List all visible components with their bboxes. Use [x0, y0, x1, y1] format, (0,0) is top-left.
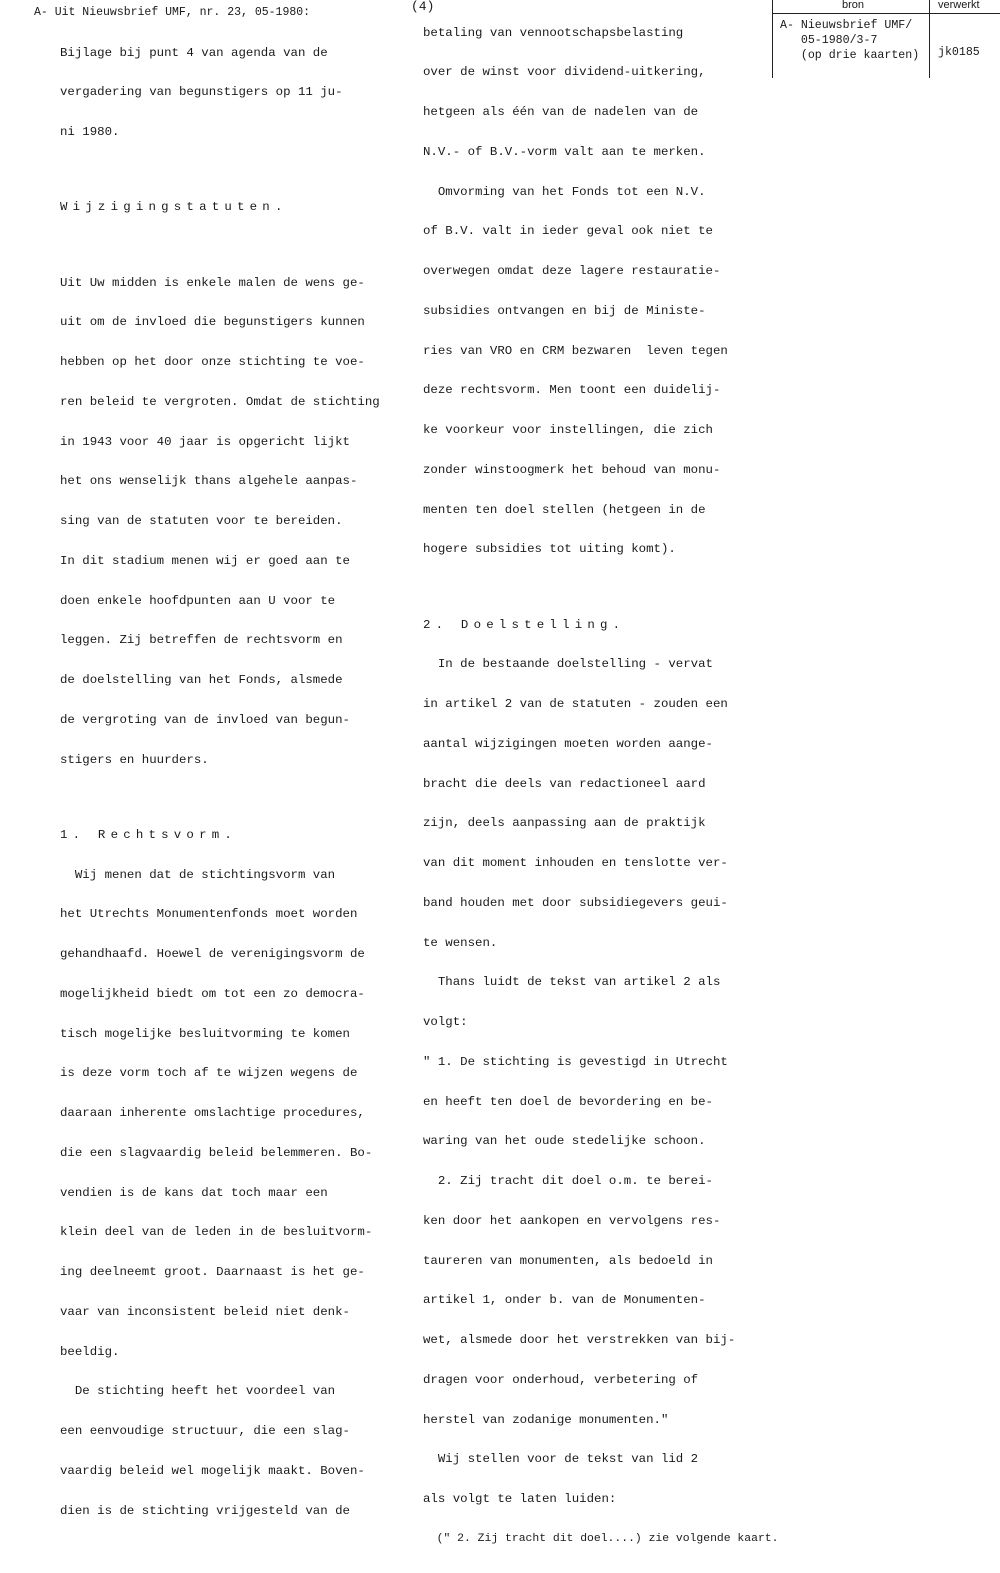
text-line: vergadering van begunstigers op 11 ju-: [60, 85, 343, 100]
text-line: over de winst voor dividend-uitkering,: [423, 65, 706, 80]
text-line: hogere subsidies tot uiting komt).: [423, 542, 676, 557]
text-line: betaling van vennootschapsbelasting: [423, 25, 684, 40]
text-line: Thans luidt de tekst van artikel 2 als: [423, 975, 721, 990]
text-line: sing van de statuten voor te bereiden.: [60, 514, 343, 528]
text-line: " 1. De stichting is gevestigd in Utrecht: [423, 1054, 728, 1069]
text-line: als volgt te laten luiden:: [423, 1492, 617, 1506]
text-line: herstel van zodanige monumenten.": [423, 1412, 669, 1427]
text-line: tisch mogelijke besluitvorming te komen: [60, 1026, 350, 1041]
text-line: overwegen omdat deze lagere restauratie-: [423, 264, 721, 278]
text-line: In de bestaande doelstelling - vervat: [423, 657, 713, 672]
text-line: ren beleid te vergroten. Omdat de stichting: [60, 394, 380, 409]
source-line: A- Nieuwsbrief UMF/: [780, 19, 913, 32]
text-line: Bijlage bij punt 4 van agenda van de: [60, 45, 328, 60]
source-line: 05-1980/3-7: [780, 34, 878, 47]
closing-line: (" 2. Zij tracht dit doel....) zie volgende kaart.: [423, 1532, 779, 1545]
section-heading: Wijzigingstatuten.: [60, 200, 288, 215]
column-header-verwerkt: verwerkt: [938, 0, 980, 11]
section-heading: 2. Doelstelling.: [423, 617, 626, 632]
text-line: stigers en huurders.: [60, 752, 209, 767]
text-line: hebben op het door onze stichting te voe-: [60, 355, 365, 369]
text-line: is deze vorm toch af te wijzen wegens de: [60, 1066, 358, 1081]
text-line: zonder winstoogmerk het behoud van monu-: [423, 462, 721, 477]
column-header-bron: bron: [842, 0, 865, 11]
text-line: hetgeen als één van de nadelen van de: [423, 105, 699, 119]
text-line: ken door het aankopen en vervolgens res-: [423, 1213, 721, 1228]
text-line: vaardig beleid wel mogelijk maakt. Boven-: [60, 1463, 365, 1478]
text-line: taureren van monumenten, als bedoeld in: [423, 1253, 713, 1268]
text-line: de vergroting van de invloed van begun-: [60, 712, 350, 727]
text-line: en heeft ten doel de bevordering en be-: [423, 1094, 713, 1109]
text-line: gehandhaafd. Hoewel de verenigingsvorm de: [60, 947, 365, 961]
text-line: vaar van inconsistent beleid niet denk-: [60, 1304, 350, 1319]
text-line: De stichting heeft het voordeel van: [60, 1384, 336, 1399]
page-number: (4): [411, 0, 435, 14]
processed-code: jk0185: [938, 46, 980, 59]
text-line: band houden met door subsidiegevers geui-: [423, 895, 728, 910]
text-line: het ons wenselijk thans algehele aanpas-: [60, 474, 358, 489]
text-line: Wij stellen voor de tekst van lid 2: [423, 1452, 699, 1467]
text-line: van dit moment inhouden en tenslotte ver-: [423, 856, 728, 870]
text-line: bracht die deels van redactioneel aard: [423, 776, 706, 791]
text-line: waring van het oude stedelijke schoon.: [423, 1134, 706, 1149]
text-line: N.V.- of B.V.-vorm valt aan te merken.: [423, 144, 706, 159]
left-column: [60, 20, 380, 1544]
text-line: In dit stadium menen wij er goed aan te: [60, 553, 350, 568]
right-column: [423, 0, 778, 1573]
box-divider-mid: [929, 0, 930, 78]
text-line: doen enkele hoofdpunten aan U voor te: [60, 593, 336, 608]
text-line: in artikel 2 van de statuten - zouden een: [423, 697, 728, 711]
text-line: vendien is de kans dat toch maar een: [60, 1185, 328, 1200]
text-line: te wensen.: [423, 935, 498, 950]
text-line: die een slagvaardig beleid belemmeren. Bo-: [60, 1145, 373, 1160]
index-card-source: [780, 18, 919, 63]
index-card-box: [772, 0, 1000, 78]
source-reference: A- Uit Nieuwsbrief UMF, nr. 23, 05-1980:: [34, 6, 311, 19]
text-line: Wij menen dat de stichtingsvorm van: [60, 867, 336, 882]
text-line: het Utrechts Monumentenfonds moet worden: [60, 907, 358, 922]
text-line: ke voorkeur voor instellingen, die zich: [423, 423, 713, 437]
text-line: artikel 1, onder b. van de Monumenten-: [423, 1293, 706, 1308]
text-line: daaraan inherente omslachtige procedures,: [60, 1106, 365, 1120]
text-line: of B.V. valt in ieder geval ook niet te: [423, 224, 713, 239]
text-line: dragen voor onderhoud, verbetering of: [423, 1372, 699, 1387]
text-line: ni 1980.: [60, 125, 120, 139]
text-line: beeldig.: [60, 1344, 120, 1359]
text-line: leggen. Zij betreffen de rechtsvorm en: [60, 633, 343, 648]
text-line: subsidies ontvangen en bij de Ministe-: [423, 303, 706, 318]
text-line: uit om de invloed die begunstigers kunnen: [60, 315, 365, 330]
text-line: dien is de stichting vrijgesteld van de: [60, 1503, 350, 1518]
text-line: Omvorming van het Fonds tot een N.V.: [423, 184, 706, 199]
text-line: wet, alsmede door het verstrekken van bij-: [423, 1333, 736, 1347]
text-line: de doelstelling van het Fonds, alsmede: [60, 673, 343, 687]
text-line: in 1943 voor 40 jaar is opgericht lijkt: [60, 434, 350, 449]
text-line: een eenvoudige structuur, die een slag-: [60, 1424, 350, 1438]
text-line: zijn, deels aanpassing aan de praktijk: [423, 816, 706, 831]
source-line: (op drie kaarten): [780, 49, 920, 62]
text-line: klein deel van de leden in de besluitvorm-: [60, 1225, 373, 1240]
text-line: deze rechtsvorm. Men toont een duidelij-: [423, 383, 721, 398]
text-line: ing deelneemt groot. Daarnaast is het ge-: [60, 1265, 365, 1279]
text-line: mogelijkheid biedt om tot een zo democra-: [60, 986, 365, 1001]
section-heading: 1. Rechtsvorm.: [60, 827, 238, 842]
text-line: Uit Uw midden is enkele malen de wens ge-: [60, 275, 365, 290]
text-line: aantal wijzigingen moeten worden aange-: [423, 736, 713, 751]
text-line: ries van VRO en CRM bezwaren leven tegen: [423, 343, 728, 358]
text-line: volgt:: [423, 1015, 468, 1029]
text-line: menten ten doel stellen (hetgeen in de: [423, 502, 706, 517]
text-line: 2. Zij tracht dit doel o.m. te berei-: [423, 1174, 713, 1188]
